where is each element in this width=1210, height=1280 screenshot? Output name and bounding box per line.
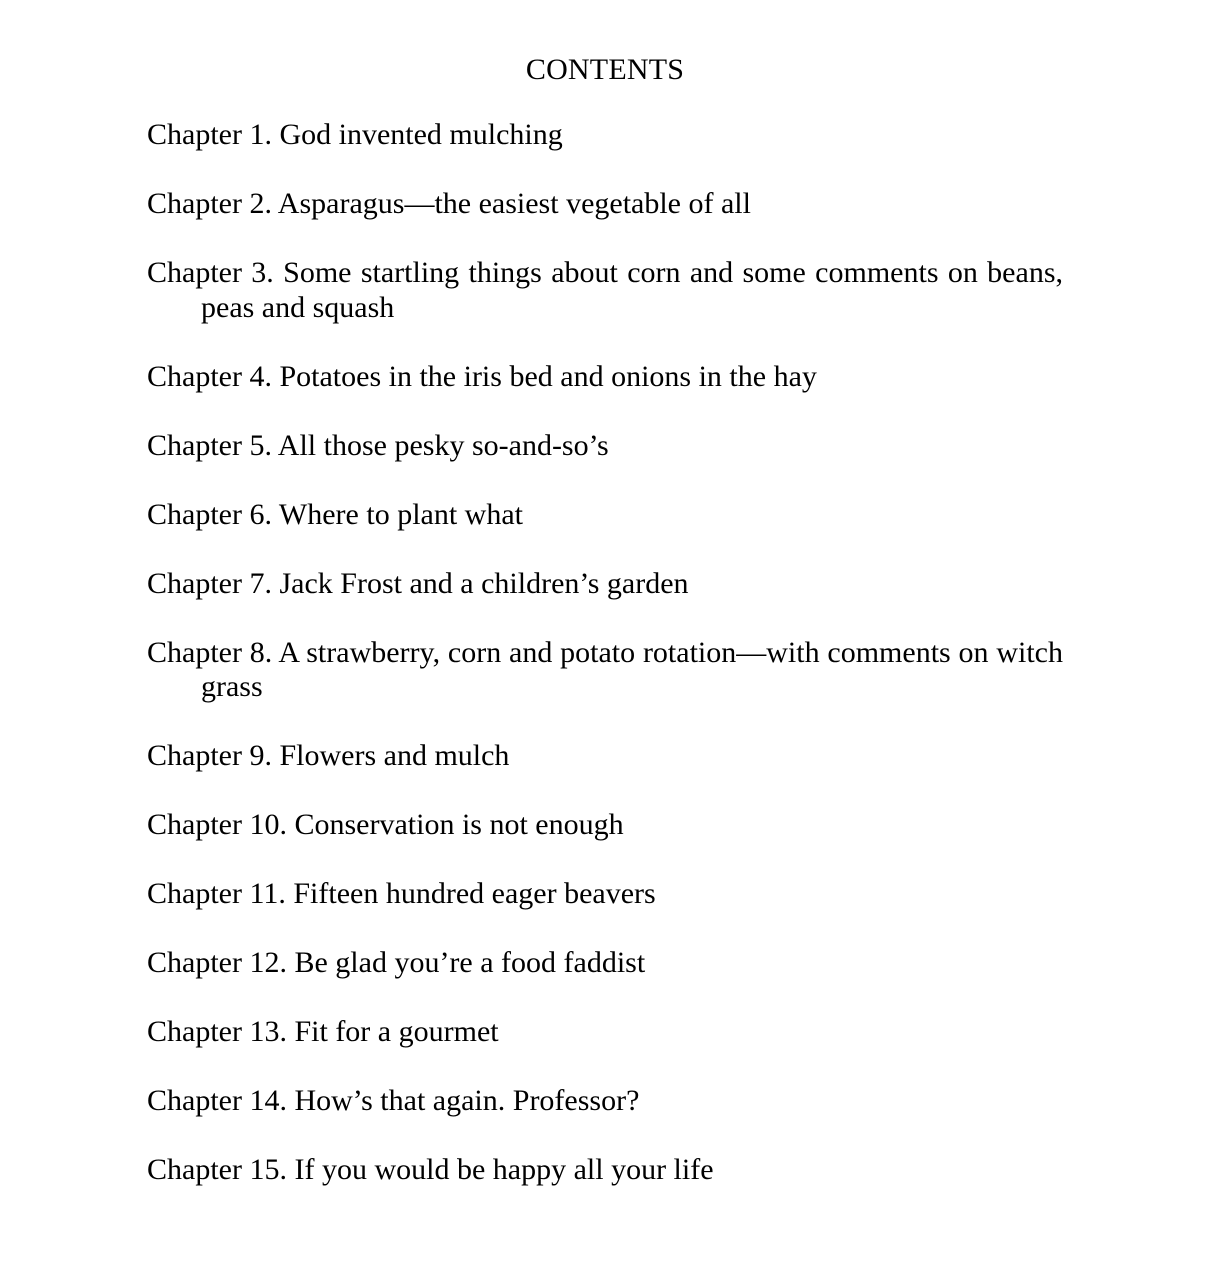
toc-entry-chapter-15: Chapter 15. If you would be happy all your life [147, 1153, 714, 1186]
toc-entry-chapter-14: Chapter 14. How’s that again. Professor? [147, 1084, 640, 1117]
toc-entry-chapter-4: Chapter 4. Potatoes in the iris bed and onions in the hay [147, 359, 817, 393]
toc-entry-chapter-10: Chapter 10. Conservation is not enough [147, 808, 624, 841]
toc-entry-chapter-9: Chapter 9. Flowers and mulch [147, 739, 510, 772]
toc-entry-chapter-5: Chapter 5. All those pesky so-and-so’s [147, 428, 609, 462]
toc-entry-chapter-6: Chapter 6. Where to plant what [147, 497, 523, 531]
toc-entry-chapter-3: Chapter 3. Some startling things about corn and some comments on beans, peas and squash [147, 256, 1063, 324]
table-of-contents [147, 118, 1063, 1222]
toc-entry-chapter-1: Chapter 1. God invented mulching [147, 118, 563, 151]
toc-entry-chapter-8: Chapter 8. A strawberry, corn and potato rotation—with comments on witch grass [147, 635, 1063, 703]
toc-entry-chapter-2: Chapter 2. Asparagus—the easiest vegetable of all [147, 187, 751, 220]
toc-entry-chapter-13: Chapter 13. Fit for a gourmet [147, 1015, 499, 1048]
toc-entry-chapter-11: Chapter 11. Fifteen hundred eager beavers [147, 877, 656, 910]
toc-entry-chapter-12: Chapter 12. Be glad you’re a food faddist [147, 946, 646, 979]
toc-entry-chapter-7: Chapter 7. Jack Frost and a children’s garden [147, 566, 689, 600]
page-title: CONTENTS [525, 53, 685, 86]
